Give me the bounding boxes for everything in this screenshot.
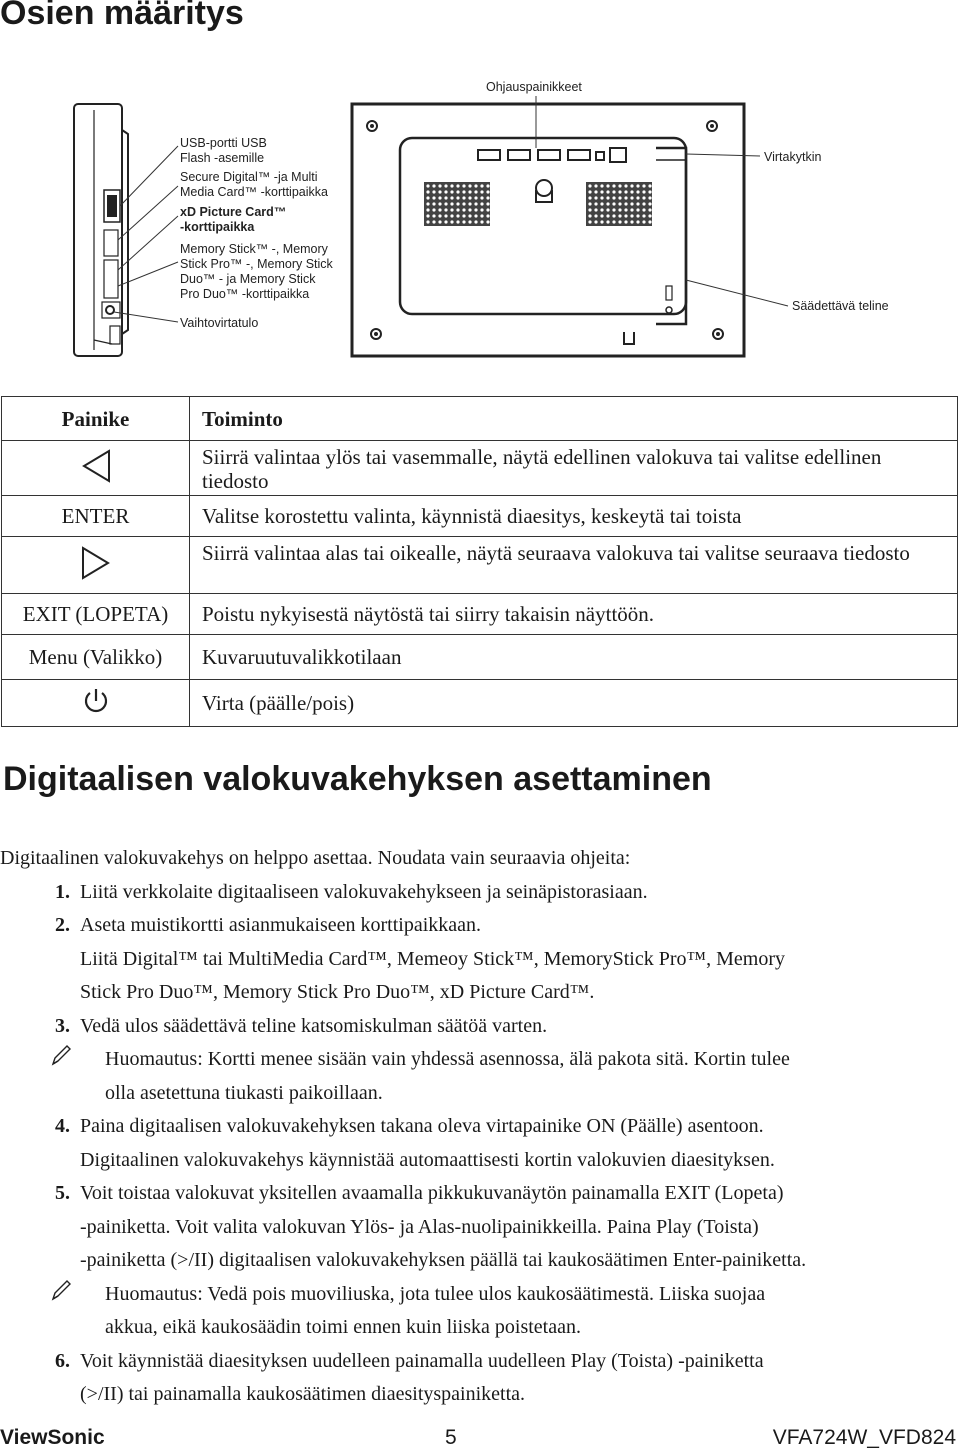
step-3: 3. Vedä ulos säädettävä teline katsomiskulman säätöä varten. bbox=[55, 1014, 548, 1037]
pencil-note-icon bbox=[50, 1043, 72, 1067]
table-row bbox=[2, 537, 958, 594]
table-row bbox=[2, 680, 958, 727]
right-triangle-icon bbox=[81, 546, 111, 580]
key-cell bbox=[2, 441, 190, 496]
table-row bbox=[2, 635, 958, 680]
key-cell bbox=[2, 537, 190, 594]
step-4: 4. Paina digitaalisen valokuvakehyksen takana oleva virtapainike ON (Päälle) asentoon. Digitaalinen valokuvakehys käynnistää automaattisesti kortin valokuvien diaesityksen. bbox=[55, 1115, 775, 1171]
footer-brand: ViewSonic bbox=[0, 1426, 105, 1449]
footer-model: VFA724W_VFD824 bbox=[772, 1426, 956, 1449]
function-cell: Poistu nykyisestä näytöstä tai siirry takaisin näyttöön. bbox=[190, 594, 958, 635]
intro-text: Digitaalinen valokuvakehys on helppo asettaa. Noudata vain seuraavia ohjeita: bbox=[0, 847, 631, 869]
function-cell: Siirrä valintaa alas tai oikealle, näytä seuraava valokuva tai valitse seuraava tiedosto bbox=[190, 537, 958, 594]
key-cell bbox=[2, 680, 190, 727]
exit-key-cell: EXIT (LOPETA) bbox=[2, 594, 190, 635]
left-triangle-icon bbox=[81, 449, 111, 483]
control-buttons-label: Ohjauspainikkeet bbox=[486, 80, 582, 94]
step-6: 6. Voit käynnistää diaesityksen uudelleen painamalla uudelleen Play (Toista) -painiketta (>/II) tai painamalla kaukosäätimen diaesityspainiketta. bbox=[55, 1349, 764, 1405]
table-row bbox=[2, 441, 958, 496]
page-title: Osien määritys bbox=[0, 0, 244, 32]
function-cell: Valitse korostettu valinta, käynnistä diaesitys, keskeytä tai toista bbox=[190, 496, 958, 537]
back-view bbox=[352, 104, 744, 356]
note-2: Huomautus: Vedä pois muoviliuska, jota tulee ulos kaukosäätimestä. Liiska suojaa akkua, eikä kaukosäädin toimi ennen kuin liiska poistetaan. bbox=[0, 1278, 960, 1345]
side-view bbox=[74, 104, 128, 356]
header-button: Painike bbox=[2, 397, 190, 441]
step-1: 1. Liitä verkkolaite digitaaliseen valokuvakehykseen ja seinäpistorasiaan. bbox=[55, 880, 648, 903]
step-2: 2. Aseta muistikortti asianmukaiseen korttipaikkaan. Liitä Digital™ tai MultiMedia Card™, Memeoy Stick™, MemoryStick Pro™, Memory Stick Pro Duo™, Memory Stick Pro Duo™, xD Picture Card™. bbox=[55, 914, 785, 1003]
power-switch-label: Virtakytkin bbox=[764, 150, 822, 164]
function-cell: Kuvaruutuvalikkotilaan bbox=[190, 635, 958, 680]
page-footer bbox=[0, 1426, 960, 1456]
table-row bbox=[2, 594, 958, 635]
enter-key-cell: ENTER bbox=[2, 496, 190, 537]
section-title: Digitaalisen valokuvakehyksen asettaminen bbox=[3, 760, 712, 798]
stand-label: Säädettävä teline bbox=[792, 299, 889, 313]
usb-port-label: USB-portti USB Flash -asemille bbox=[180, 136, 267, 165]
memory-stick-slot-label: Memory Stick™ -, Memory Stick Pro™ -, Memory Stick Duo™ - ja Memory Stick Pro Duo™ -korttipaikka bbox=[180, 242, 333, 301]
table-header-row bbox=[2, 397, 958, 441]
xd-slot-label: xD Picture Card™ -korttipaikka bbox=[180, 205, 287, 234]
power-icon bbox=[82, 686, 110, 716]
frame-illustration bbox=[0, 90, 960, 370]
step-5: 5. Voit toistaa valokuvat yksitellen avaamalla pikkukuvanäytön painamalla EXIT (Lopeta) -painiketta. Voit valita valokuvan Ylös- ja Alas-nuolipainikkeilla. Paina Play (Toista) -painiketta (>/II) digitaalisen valokuvakehyksen päällä tai kaukosäätimen Enter-painiketta. bbox=[55, 1182, 807, 1271]
note-1: Huomautus: Kortti menee sisään vain yhdessä asennossa, älä pakota sitä. Kortin tulee olla asetettuna tiukasti paikoillaan. bbox=[0, 1043, 960, 1110]
menu-key-cell: Menu (Valikko) bbox=[2, 635, 190, 680]
function-cell: Siirrä valintaa ylös tai vasemmalle, näytä edellinen valokuva tai valitse edellinen tiedosto bbox=[190, 441, 958, 496]
instructions bbox=[0, 842, 960, 1412]
table-row bbox=[2, 496, 958, 537]
header-function: Toiminto bbox=[190, 397, 958, 441]
sd-slot-label: Secure Digital™ -ja Multi Media Card™ -korttipaikka bbox=[180, 170, 328, 199]
page-number: 5 bbox=[445, 1426, 457, 1449]
button-function-table bbox=[1, 396, 958, 727]
pencil-note-icon bbox=[50, 1278, 72, 1302]
function-cell: Virta (päälle/pois) bbox=[190, 680, 958, 727]
dc-input-label: Vaihtovirtatulo bbox=[180, 316, 259, 330]
